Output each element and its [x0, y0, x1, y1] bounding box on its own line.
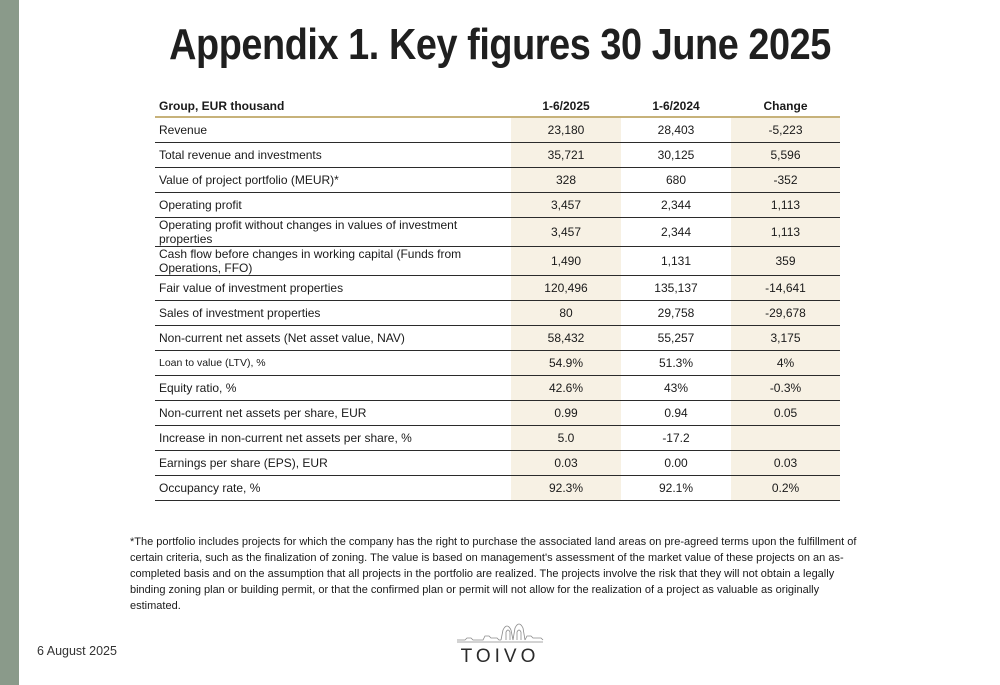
value-change: 4%	[731, 351, 840, 376]
value-2024: 135,137	[621, 276, 731, 301]
value-2025: 3,457	[511, 218, 621, 247]
value-change: 1,113	[731, 193, 840, 218]
value-change: 359	[731, 247, 840, 276]
value-2025: 92.3%	[511, 476, 621, 501]
value-change: 0.2%	[731, 476, 840, 501]
table-row	[155, 476, 840, 501]
table-row	[155, 351, 840, 376]
value-change: -352	[731, 168, 840, 193]
row-label: Earnings per share (EPS), EUR	[155, 451, 511, 476]
value-2024: 92.1%	[621, 476, 731, 501]
value-2025: 328	[511, 168, 621, 193]
value-2025: 54.9%	[511, 351, 621, 376]
table-row	[155, 376, 840, 401]
row-label: Loan to value (LTV), %	[155, 351, 511, 376]
value-2024: 29,758	[621, 301, 731, 326]
logo-wordmark: TOIVO	[460, 646, 540, 667]
value-2024: 51.3%	[621, 351, 731, 376]
value-change: -5,223	[731, 117, 840, 143]
table-row	[155, 326, 840, 351]
value-2024: 2,344	[621, 193, 731, 218]
value-2025: 23,180	[511, 117, 621, 143]
row-label: Sales of investment properties	[155, 301, 511, 326]
value-2025: 35,721	[511, 143, 621, 168]
table-row	[155, 143, 840, 168]
column-header-2024: 1-6/2024	[621, 96, 731, 117]
portfolio-footnote: *The portfolio includes projects for which the company has the right to purchase the associated land areas on pre-agreed terms upon the fulfillment of certain criteria, such as the finalization of zoning. The value is based on management's assessment of the market value of these projects on an as-completed basis and on the assumption that all projects in the portfolio are realized. The projects involve the risk that they will not obtain a legally binding zoning plan or building permit, or that the confirmed plan or permit will not allow for the realization of a project as valuable as originally estimated.	[130, 536, 857, 612]
row-label: Total revenue and investments	[155, 143, 511, 168]
value-2025: 42.6%	[511, 376, 621, 401]
value-change: 0.05	[731, 401, 840, 426]
value-change: -0.3%	[731, 376, 840, 401]
value-2024: 0.94	[621, 401, 731, 426]
value-change: 5,596	[731, 143, 840, 168]
table-row	[155, 426, 840, 451]
value-change: -14,641	[731, 276, 840, 301]
table-row	[155, 401, 840, 426]
table-row	[155, 193, 840, 218]
row-label: Value of project portfolio (MEUR)*	[155, 168, 511, 193]
value-change	[731, 426, 840, 451]
row-label: Non-current net assets (Net asset value, NAV)	[155, 326, 511, 351]
left-accent-stripe	[0, 0, 19, 685]
column-header-2025: 1-6/2025	[511, 96, 621, 117]
value-2024: 2,344	[621, 218, 731, 247]
row-label: Non-current net assets per share, EUR	[155, 401, 511, 426]
table-header-row	[155, 96, 840, 117]
company-logo	[455, 616, 545, 668]
column-header-group: Group, EUR thousand	[155, 96, 511, 117]
value-2024: 680	[621, 168, 731, 193]
column-header-change: Change	[731, 96, 840, 117]
value-change: 3,175	[731, 326, 840, 351]
table-row	[155, 117, 840, 143]
value-2024: 28,403	[621, 117, 731, 143]
row-label: Increase in non-current net assets per share, %	[155, 426, 511, 451]
value-2025: 58,432	[511, 326, 621, 351]
value-change: 0.03	[731, 451, 840, 476]
row-label: Occupancy rate, %	[155, 476, 511, 501]
key-figures-table	[155, 96, 840, 501]
value-2024: 55,257	[621, 326, 731, 351]
value-2025: 5.0	[511, 426, 621, 451]
row-label: Operating profit	[155, 193, 511, 218]
row-label: Operating profit without changes in values of investment properties	[155, 218, 511, 247]
table-row	[155, 247, 840, 276]
value-2024: -17.2	[621, 426, 731, 451]
skyline-logo-icon	[455, 616, 545, 646]
value-2024: 30,125	[621, 143, 731, 168]
table-row	[155, 301, 840, 326]
table-row	[155, 451, 840, 476]
value-2025: 0.03	[511, 451, 621, 476]
report-date: 6 August 2025	[37, 644, 117, 658]
table-row	[155, 218, 840, 247]
value-2024: 1,131	[621, 247, 731, 276]
value-change: 1,113	[731, 218, 840, 247]
value-2025: 3,457	[511, 193, 621, 218]
row-label: Fair value of investment properties	[155, 276, 511, 301]
value-2025: 0.99	[511, 401, 621, 426]
value-2024: 43%	[621, 376, 731, 401]
table-row	[155, 276, 840, 301]
value-2024: 0.00	[621, 451, 731, 476]
row-label: Revenue	[155, 117, 511, 143]
row-label: Equity ratio, %	[155, 376, 511, 401]
value-2025: 120,496	[511, 276, 621, 301]
row-label: Cash flow before changes in working capital (Funds from Operations, FFO)	[155, 247, 511, 276]
page-title: Appendix 1. Key figures 30 June 2025	[169, 20, 831, 69]
value-2025: 1,490	[511, 247, 621, 276]
value-change: -29,678	[731, 301, 840, 326]
table-row	[155, 168, 840, 193]
value-2025: 80	[511, 301, 621, 326]
